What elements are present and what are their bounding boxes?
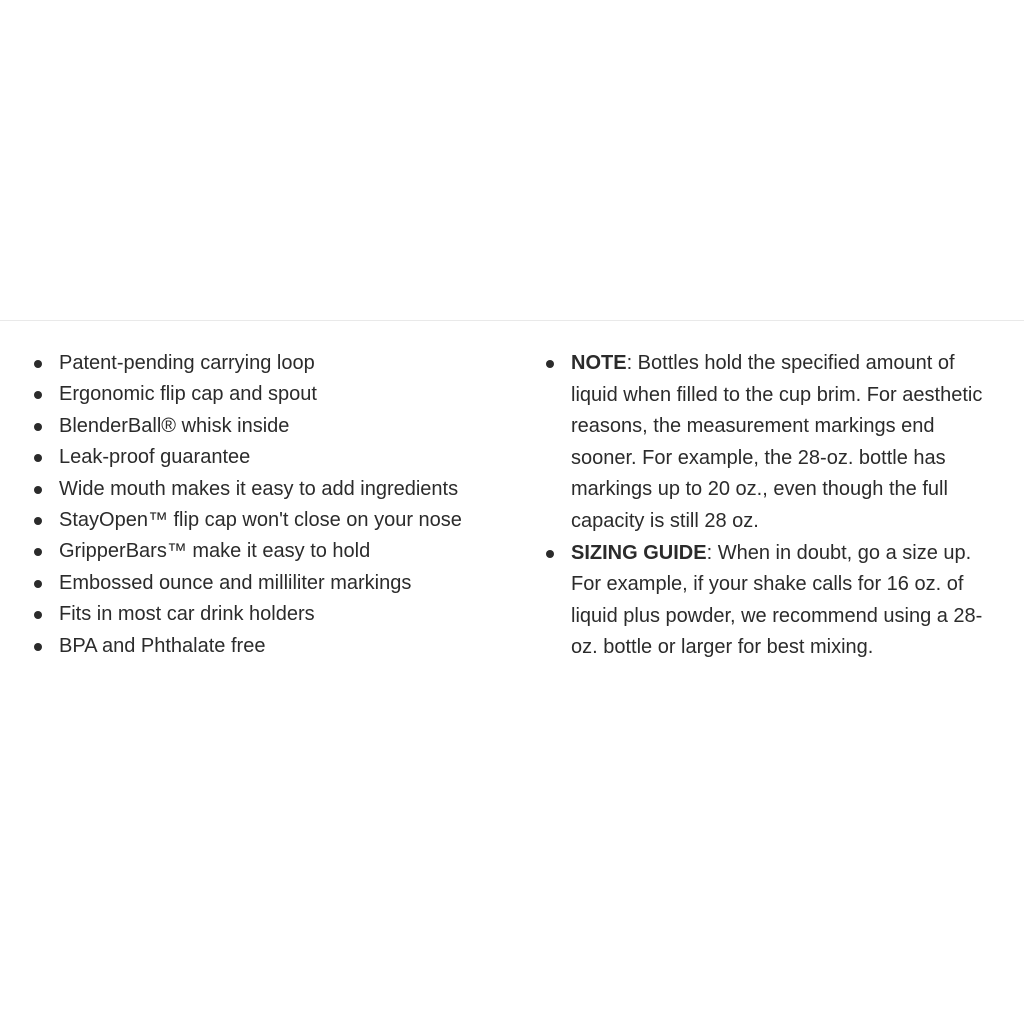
note-text: : Bottles hold the specified amount of liquid when filled to the cup brim. For aesthetic reasons, the measurement markings end sooner. For example, the 28-oz. bottle has markings up to 20 oz., even though the full capacity is still 28 oz. xyxy=(571,352,983,532)
bullet-icon xyxy=(34,423,42,431)
feature-text: GripperBars™ make it easy to hold xyxy=(59,540,371,563)
feature-text: Wide mouth makes it easy to add ingredients xyxy=(59,477,459,500)
sizing-guide-item xyxy=(540,538,1000,664)
bullet-icon xyxy=(34,548,42,556)
notes-column xyxy=(540,348,1000,664)
feature-item-car-holders xyxy=(28,599,498,630)
bullet-icon xyxy=(34,611,42,619)
bullet-icon xyxy=(34,360,42,368)
feature-text: Ergonomic flip cap and spout xyxy=(59,383,317,406)
section-divider xyxy=(0,320,1024,321)
bullet-icon xyxy=(34,391,42,399)
bullet-icon xyxy=(34,580,42,588)
note-label: NOTE xyxy=(571,352,627,374)
bullet-icon xyxy=(34,517,42,525)
bullet-icon xyxy=(34,486,42,494)
feature-text: StayOpen™ flip cap won't close on your nose xyxy=(59,509,462,532)
bullet-icon xyxy=(34,643,42,651)
feature-item-blenderball xyxy=(28,411,498,442)
feature-text: Leak-proof guarantee xyxy=(59,446,251,469)
features-list xyxy=(28,348,498,662)
feature-item-bpa-free xyxy=(28,631,498,662)
feature-text: Embossed ounce and milliliter markings xyxy=(59,571,412,594)
feature-text: Fits in most car drink holders xyxy=(59,603,315,626)
feature-item-wide-mouth xyxy=(28,474,498,505)
feature-item-leak-proof xyxy=(28,442,498,473)
feature-text: BlenderBall® whisk inside xyxy=(59,414,290,437)
feature-item-stayopen xyxy=(28,505,498,536)
bullet-icon xyxy=(546,550,554,558)
feature-item-carrying-loop xyxy=(28,348,498,379)
bullet-icon xyxy=(546,360,554,368)
feature-item-markings xyxy=(28,568,498,599)
notes-list xyxy=(540,348,1000,664)
features-column xyxy=(28,348,498,662)
feature-text: Patent-pending carrying loop xyxy=(59,352,315,374)
sizing-guide-label: SIZING GUIDE xyxy=(571,541,707,564)
note-item xyxy=(540,348,1000,538)
feature-text: BPA and Phthalate free xyxy=(59,634,266,657)
sizing-guide-text: : When in doubt, go a size up. For example, if your shake calls for 16 oz. of liquid plus powder, we recommend using a 28-oz. bottle or larger for best mixing. xyxy=(571,541,983,659)
bullet-icon xyxy=(34,454,42,462)
feature-item-gripperbars xyxy=(28,536,498,567)
feature-item-flip-cap xyxy=(28,379,498,410)
